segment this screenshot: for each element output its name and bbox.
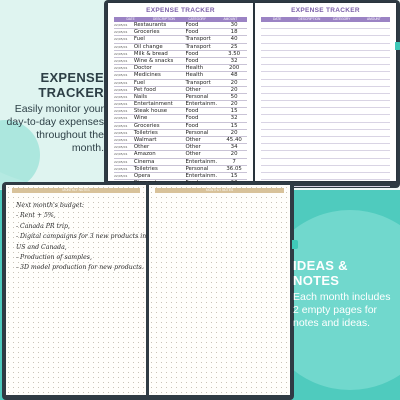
expense-page-right — [255, 3, 396, 181]
empty-table-row — [261, 87, 390, 94]
callout-text: Each month includes 2 empty pages for notes and ideas. — [293, 291, 391, 329]
row-description: Walmart — [133, 137, 157, 143]
row-description: Other — [133, 144, 150, 151]
empty-table-row — [261, 22, 390, 29]
row-amount: 20 — [230, 79, 238, 86]
row-amount: 20 — [230, 86, 238, 93]
expense-page-left — [108, 3, 253, 181]
table-row — [114, 101, 247, 108]
empty-table-row — [261, 44, 390, 51]
planner-expense-spread — [104, 0, 400, 188]
row-date: 22/05/01 — [114, 145, 128, 150]
bookmark-ribbon — [395, 42, 400, 50]
row-date: 22/05/01 — [114, 58, 128, 63]
row-date: 22/05/01 — [114, 87, 128, 92]
row-description: Amazon — [133, 151, 156, 158]
row-description: Opera — [133, 172, 151, 179]
row-date: 22/05/01 — [114, 166, 128, 171]
row-amount: 34 — [230, 144, 238, 151]
table-row — [114, 108, 247, 115]
row-amount: 7 — [232, 158, 236, 165]
column-date: DATE — [272, 17, 282, 21]
empty-table-row — [261, 137, 390, 144]
empty-table-row — [261, 123, 390, 130]
empty-table-row — [261, 101, 390, 108]
callout-heading: EXPENSE TRACKER — [38, 70, 104, 100]
bookmark-ribbon — [292, 240, 298, 249]
empty-table-row — [261, 173, 390, 180]
page-title: EXPENSE TRACKER — [291, 7, 360, 14]
row-category: Food — [185, 50, 199, 57]
row-category: Other — [185, 86, 201, 93]
table-row — [114, 65, 247, 72]
expense-rows — [114, 22, 247, 187]
note-line: US and Canada, — [16, 243, 67, 251]
row-description: Fuel — [133, 79, 145, 86]
row-category: Personal — [185, 93, 209, 100]
row-category: Entertainm. — [185, 101, 218, 108]
empty-table-row — [261, 29, 390, 36]
row-date: 22/05/01 — [114, 23, 128, 27]
notes-page-right — [149, 185, 290, 395]
row-date: 22/05/01 — [114, 159, 128, 164]
column-description: DESCRIPTION — [152, 17, 175, 21]
row-category: Health — [185, 65, 204, 72]
row-description: Groceries — [133, 122, 160, 129]
row-amount: 18 — [230, 29, 238, 36]
row-description: Fuel — [133, 36, 145, 43]
row-description: Cinema — [133, 158, 155, 165]
table-row — [114, 94, 247, 101]
empty-table-row — [261, 72, 390, 79]
row-category: Personal — [185, 165, 209, 172]
empty-table-row — [261, 65, 390, 72]
column-amount: AMOUNT — [366, 17, 381, 21]
row-category: Other — [185, 151, 201, 158]
empty-table-row — [261, 144, 390, 151]
row-category: Food — [185, 108, 199, 115]
row-category: Transport — [185, 79, 211, 86]
row-description: Toiletries — [133, 165, 158, 172]
table-header — [261, 17, 390, 22]
row-amount: 3.50 — [228, 50, 241, 57]
row-description: Wine — [133, 115, 148, 122]
row-amount: 25 — [230, 43, 238, 50]
row-date: 22/05/01 — [114, 138, 128, 142]
planner-notes-spread — [2, 182, 294, 400]
column-category: CATEGORY — [188, 17, 206, 21]
empty-rows — [261, 22, 390, 187]
empty-table-row — [261, 130, 390, 137]
empty-table-row — [261, 159, 390, 166]
handwritten-notes — [16, 201, 146, 274]
note-line: - 3D model production for new products. — [16, 264, 144, 272]
row-description: Nails — [133, 93, 147, 100]
column-date: DATE — [126, 17, 135, 21]
table-row — [114, 166, 247, 173]
note-line: - Rent + 5%, — [16, 212, 56, 220]
row-date: 22/05/01 — [114, 37, 128, 42]
row-amount: 32 — [230, 115, 238, 122]
row-date: 22/05/01 — [114, 30, 128, 35]
row-amount: 50 — [230, 93, 238, 100]
row-date: 22/05/01 — [114, 80, 128, 85]
row-date: 22/05/01 — [114, 51, 128, 56]
ideas-notes-callout — [293, 258, 393, 330]
row-description: Groceries — [133, 29, 160, 36]
table-row — [114, 130, 247, 137]
row-date: 22/05/01 — [114, 66, 128, 71]
table-row — [114, 159, 247, 166]
row-date: 22/05/01 — [114, 173, 128, 178]
table-row — [114, 36, 247, 43]
note-line: - Canada PR trip, — [16, 222, 70, 230]
row-amount: 30 — [230, 22, 238, 28]
row-amount: 40 — [230, 36, 238, 43]
row-category: Food — [185, 57, 199, 64]
row-category: Personal — [185, 129, 209, 136]
notes-header: MONTHLY NOTES — [12, 188, 140, 193]
row-amount: 15 — [230, 108, 238, 115]
row-amount: 45.40 — [226, 137, 242, 143]
row-date: 22/05/01 — [114, 116, 128, 121]
empty-table-row — [261, 108, 390, 115]
row-amount: 32 — [230, 57, 238, 64]
row-description: Entertainment — [133, 101, 173, 108]
row-category: Entertainm. — [185, 172, 218, 179]
table-row — [114, 80, 247, 87]
row-amount: 20 — [230, 129, 238, 136]
empty-table-row — [261, 94, 390, 101]
row-description: Oil change — [133, 43, 163, 50]
row-category: Food — [185, 29, 199, 36]
notes-page-left — [6, 185, 146, 395]
row-amount: 200 — [228, 65, 240, 72]
row-date: 22/05/01 — [114, 94, 128, 99]
row-amount: 20 — [230, 151, 238, 158]
expense-tracker-callout — [4, 70, 104, 155]
row-category: Food — [185, 122, 199, 129]
column-description: DESCRIPTION — [298, 17, 321, 21]
table-row — [114, 137, 247, 144]
row-category: Food — [185, 115, 199, 122]
table-row — [114, 87, 247, 94]
table-row — [114, 123, 247, 130]
row-category: Transport — [185, 36, 211, 43]
row-description: Toiletries — [133, 129, 158, 136]
empty-table-row — [261, 51, 390, 58]
callout-text: Easily monitor your day-to-day expenses throughout the month. — [6, 103, 104, 154]
row-date: 22/05/01 — [114, 73, 128, 78]
empty-table-row — [261, 58, 390, 65]
table-row — [114, 58, 247, 65]
row-date: 22/05/01 — [114, 109, 128, 114]
empty-table-row — [261, 80, 390, 87]
empty-table-row — [261, 36, 390, 43]
table-row — [114, 22, 247, 29]
callout-heading: IDEAS & NOTES — [293, 258, 348, 288]
row-category: Health — [185, 72, 204, 79]
column-amount: AMOUNT — [223, 17, 238, 21]
row-category: Other — [185, 137, 201, 143]
row-description: Restaurants — [133, 22, 167, 28]
row-description: Medicines — [133, 72, 161, 79]
table-row — [114, 115, 247, 122]
row-category: Transport — [185, 43, 211, 50]
column-category: CATEGORY — [332, 17, 351, 21]
row-amount: 36.05 — [226, 165, 242, 172]
row-amount: 15 — [230, 122, 238, 129]
table-row — [114, 144, 247, 151]
row-date: 22/05/01 — [114, 102, 128, 107]
row-amount: 48 — [230, 72, 238, 79]
row-description: Doctor — [133, 65, 152, 72]
empty-table-row — [261, 115, 390, 122]
empty-table-row — [261, 166, 390, 173]
row-description: Wine & snacks — [133, 57, 174, 64]
table-row — [114, 151, 247, 158]
row-amount: 15 — [230, 172, 238, 179]
row-description: Pet food — [133, 86, 156, 93]
note-line: - Digital campaigns for 3 new products in — [16, 233, 147, 241]
row-amount: 20 — [230, 101, 238, 108]
row-date: 22/05/01 — [114, 152, 128, 157]
row-category: Entertainm. — [185, 158, 218, 165]
table-row — [114, 44, 247, 51]
page-title: EXPENSE TRACKER — [146, 7, 215, 14]
row-date: 22/05/01 — [114, 130, 128, 135]
row-description: Steak house — [133, 108, 168, 115]
notes-header: MONTHLY NOTES — [155, 188, 284, 193]
row-date: 22/05/01 — [114, 123, 128, 128]
row-description: Milk & bread — [133, 50, 168, 57]
note-line: Next month's budget: — [16, 202, 85, 209]
row-category: Other — [185, 144, 201, 151]
note-line: - Production of samples, — [16, 254, 92, 262]
row-date: 22/05/01 — [114, 44, 128, 49]
empty-table-row — [261, 151, 390, 158]
table-row — [114, 29, 247, 36]
table-row — [114, 51, 247, 58]
table-row — [114, 72, 247, 79]
row-category: Food — [185, 22, 199, 28]
table-row — [114, 173, 247, 180]
